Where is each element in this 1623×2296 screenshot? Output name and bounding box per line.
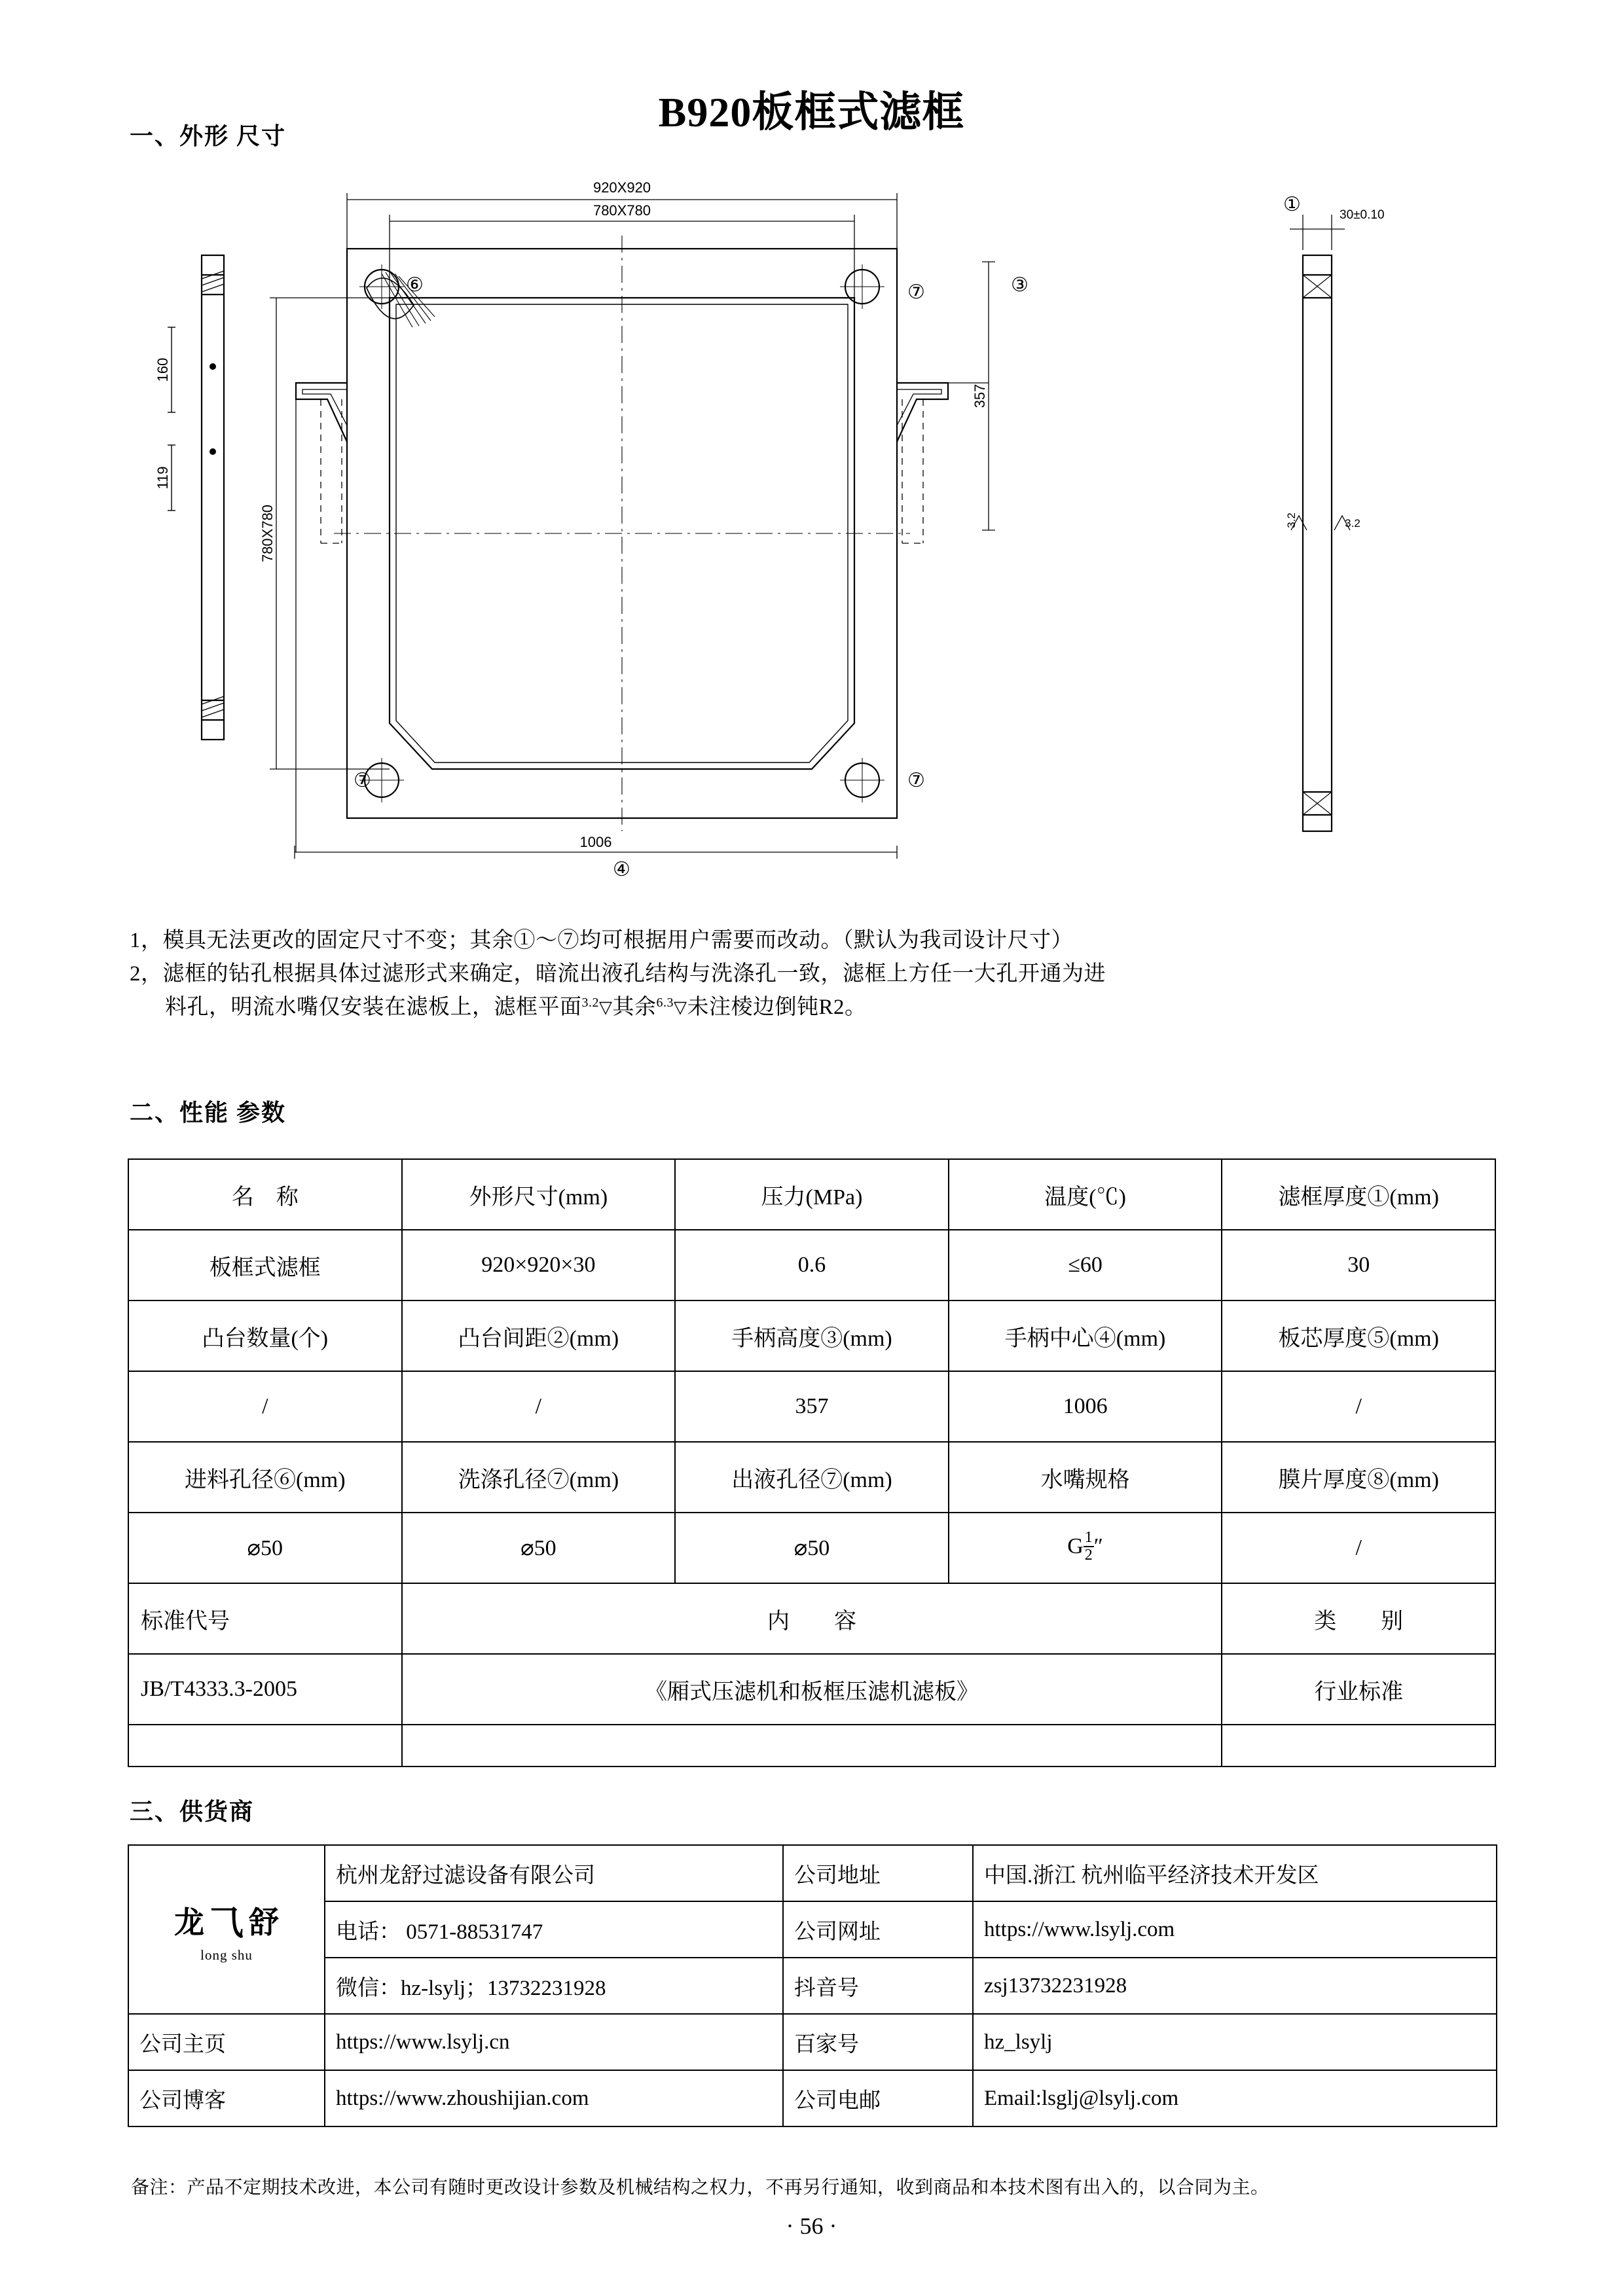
roughness-symbol-a: $^{3.2}$▽: [581, 995, 613, 1017]
section-heading-supplier: 三、供货商: [130, 1799, 255, 1825]
cell: 手柄高度③(mm): [675, 1300, 949, 1371]
dim-inner-left-label: 780X780: [259, 504, 276, 563]
cell: 30: [1222, 1230, 1495, 1300]
cell: 920×920×30: [402, 1230, 676, 1300]
cell: ⌀50: [128, 1513, 402, 1583]
table-row: [128, 2070, 1497, 2126]
water-nozzle-unit: ″: [1093, 1534, 1103, 1558]
water-nozzle-fraction: [1084, 1530, 1094, 1564]
performance-table: [128, 1158, 1496, 1767]
table-row-standard: [128, 1654, 1495, 1725]
roughness-value-b: 6.3: [656, 995, 674, 1010]
table-row-blank: [128, 1725, 1495, 1767]
callout-3: ③: [1011, 274, 1029, 296]
callout-7b: ⑦: [907, 770, 925, 791]
cell: /: [128, 1371, 402, 1442]
cell: /: [1222, 1371, 1495, 1442]
dim-outer-label: 920X920: [593, 179, 651, 196]
roughness-value-a: 3.2: [581, 995, 599, 1010]
label-email: 公司电邮: [783, 2070, 973, 2126]
dim-inner-top-label: 780X780: [593, 202, 651, 219]
cell: 滤框厚度①(mm): [1222, 1159, 1495, 1230]
label-website: 公司网址: [783, 1901, 973, 1958]
cell: 凸台数量(个): [128, 1300, 402, 1371]
note-line-2b-wrap: [130, 991, 1518, 1024]
cell: 凸台间距②(mm): [402, 1300, 676, 1371]
company-wechat: 微信：hz-lsylj；13732231928: [325, 1958, 783, 2014]
label-douyin: 抖音号: [783, 1958, 973, 2014]
cell: 板芯厚度⑤(mm): [1222, 1300, 1495, 1371]
rough-1-label: 3.2: [1285, 512, 1298, 528]
table-row: [128, 2014, 1497, 2070]
note-line-2b: 料孔，明流水嘴仅安装在滤板上，滤框平面: [165, 996, 582, 1020]
cell: 出液孔径⑦(mm): [675, 1442, 949, 1513]
label-blog: 公司博客: [128, 2070, 325, 2126]
dim-1006-label: 1006: [579, 834, 612, 850]
cell: 水嘴规格: [949, 1442, 1222, 1513]
table-row-standard-header: [128, 1583, 1495, 1654]
fraction-denominator: 2: [1084, 1547, 1093, 1564]
company-phone: 电话： 0571-88531747: [325, 1901, 783, 1958]
cell: [1222, 1725, 1495, 1767]
cell: 温度(℃): [949, 1159, 1222, 1230]
cell: 《厢式压滤机和板框压滤机滤板》: [402, 1654, 1222, 1725]
value-website[interactable]: https://www.lsylj.com: [973, 1901, 1497, 1958]
table-row: [128, 1958, 1497, 2014]
company-name: 杭州龙舒过滤设备有限公司: [325, 1845, 783, 1901]
technical-drawing: [131, 164, 1506, 903]
note-line-1: 1，模具无法更改的固定尺寸不变；其余①～⑦均可根据用户需要而改动。（默认为我司设计尺寸）: [130, 929, 1073, 952]
value-homepage[interactable]: https://www.lsylj.cn: [325, 2014, 783, 2070]
dim-357-label: 357: [972, 384, 988, 408]
rough-2-label: 3.2: [1345, 517, 1360, 529]
table-row: [128, 1513, 1495, 1583]
cell: 类 别: [1222, 1583, 1495, 1654]
logo-char-right: 舒: [249, 1905, 279, 1939]
cell: 膜片厚度⑧(mm): [1222, 1442, 1495, 1513]
cell: ≤60: [949, 1230, 1222, 1300]
notes-block: [130, 924, 1518, 1024]
dim-119-label: 119: [155, 466, 171, 490]
cell: /: [1222, 1513, 1495, 1583]
value-baijia: hz_lsylj: [973, 2014, 1497, 2070]
label-baijia: 百家号: [783, 2014, 973, 2070]
cell: 洗涤孔径⑦(mm): [402, 1442, 676, 1513]
cell: [402, 1725, 1222, 1767]
cell: ⌀50: [402, 1513, 676, 1583]
note-line-2c: 其余: [612, 996, 657, 1020]
label-address: 公司地址: [783, 1845, 973, 1901]
supplier-table: [128, 1844, 1497, 2127]
cell: 357: [675, 1371, 949, 1442]
table-row: [128, 1159, 1495, 1230]
callout-1: ①: [1283, 194, 1301, 215]
cell: 1006: [949, 1371, 1222, 1442]
table-row: [128, 1845, 1497, 1901]
page-number: · 56 ·: [786, 2213, 837, 2239]
cell: 名 称: [128, 1159, 402, 1230]
section-heading-dimensions: 一、外形 尺寸: [130, 123, 287, 149]
cell: 行业标准: [1222, 1654, 1495, 1725]
section-heading-performance: 二、性能 参数: [130, 1100, 287, 1126]
callout-6: ⑥: [406, 274, 424, 296]
roughness-symbol-b: $^{6.3}$▽: [656, 995, 687, 1017]
footer-remark: 备注：产品不定期技术改进，本公司有随时更改设计参数及机械结构之权力，不再另行通知，收到商品和本技术图有出入的，以合同为主。: [131, 2178, 1269, 2198]
dim-thickness-label: 30±0.10: [1340, 208, 1385, 222]
callout-4: ④: [613, 859, 630, 880]
supplier-logo: [128, 1845, 325, 2014]
value-address: 中国.浙江 杭州临平经济技术开发区: [973, 1845, 1497, 1901]
cell: 0.6: [675, 1230, 949, 1300]
cell: 内 容: [402, 1583, 1222, 1654]
table-row: [128, 1371, 1495, 1442]
logo-char-left: 龙: [173, 1905, 204, 1939]
callout-7a: ⑦: [907, 281, 925, 303]
fraction-numerator: 1: [1084, 1530, 1094, 1547]
logo-wrap: [139, 1895, 314, 1945]
cell: 外形尺寸(mm): [402, 1159, 676, 1230]
table-row: [128, 1300, 1495, 1371]
note-line-2a: 2，滤框的钻孔根据具体过滤形式来确定，暗流出液孔结构与洗涤孔一致，滤框上方任一大孔开通为进: [130, 962, 1106, 986]
table-row: [128, 1442, 1495, 1513]
table-row: [128, 1901, 1497, 1958]
cell: 标准代号: [128, 1583, 402, 1654]
value-blog[interactable]: https://www.zhoushijian.com: [325, 2070, 783, 2126]
cell: JB/T4333.3-2005: [128, 1654, 402, 1725]
cell: ⌀50: [675, 1513, 949, 1583]
cell: 进料孔径⑥(mm): [128, 1442, 402, 1513]
cell: 压力(MPa): [675, 1159, 949, 1230]
water-nozzle-prefix: G: [1067, 1534, 1084, 1558]
table-row: [128, 1230, 1495, 1300]
value-douyin: zsj13732231928: [973, 1958, 1497, 2014]
dim-160-label: 160: [155, 357, 171, 382]
label-homepage: 公司主页: [128, 2014, 325, 2070]
logo-mark-icon: ⺄: [209, 1905, 244, 1943]
cell: 手柄中心④(mm): [949, 1300, 1222, 1371]
callout-7c: ⑦: [354, 770, 371, 791]
cell: 板框式滤框: [128, 1230, 402, 1300]
cell: /: [402, 1371, 676, 1442]
note-line-2d: 未注棱边倒钝R2。: [687, 996, 867, 1020]
cell-water-nozzle: [949, 1513, 1222, 1583]
cell: [128, 1725, 402, 1767]
page-title: B920板框式滤框: [658, 89, 965, 135]
value-email[interactable]: Email:lsglj@lsylj.com: [973, 2070, 1497, 2126]
logo-subtext: long shu: [200, 1947, 253, 1963]
